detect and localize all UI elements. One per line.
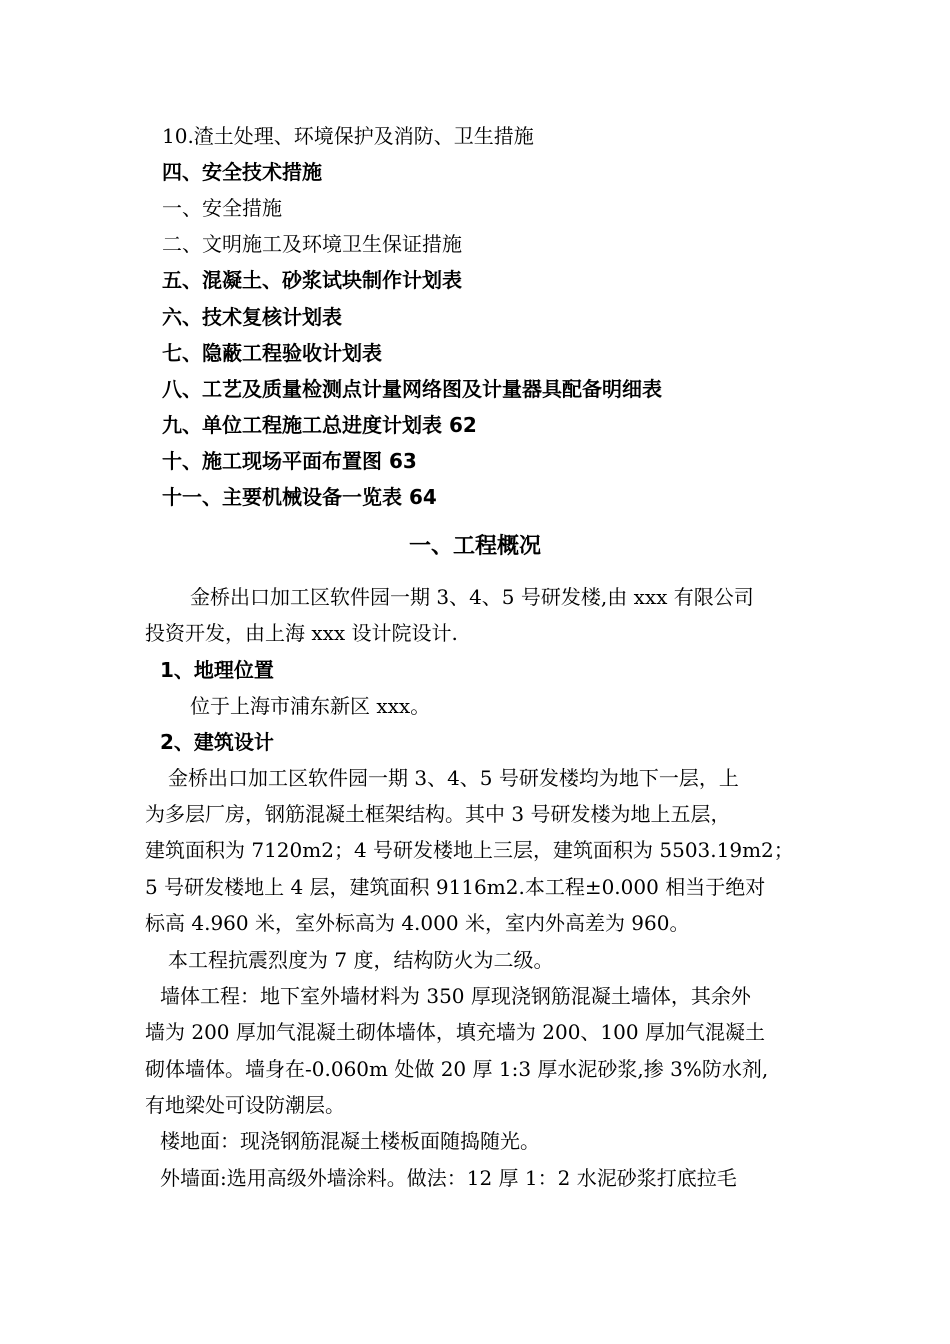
paragraph-line: 为多层厂房，钢筋混凝土框架结构。其中 3 号研发楼为地上五层， xyxy=(145,802,731,826)
toc-item: 四、安全技术措施 xyxy=(162,160,322,184)
toc-item: 八、工艺及质量检测点计量网络图及计量器具配备明细表 xyxy=(162,377,662,401)
subsection-title: 1、地理位置 xyxy=(160,658,274,682)
toc-item: 七、隐蔽工程验收计划表 xyxy=(162,341,382,365)
paragraph-line: 墙体工程：地下室外墙材料为 350 厚现浇钢筋混凝土墙体，其余外 xyxy=(160,984,751,1008)
paragraph-line: 外墙面:选用高级外墙涂料。做法：12 厚 1：2 水泥砂浆打底拉毛 xyxy=(160,1166,737,1190)
toc-item: 二、文明施工及环境卫生保证措施 xyxy=(162,232,462,256)
paragraph-line: 金桥出口加工区软件园一期 3、4、5 号研发楼均为地下一层，上 xyxy=(168,766,739,790)
toc-item: 六、技术复核计划表 xyxy=(162,305,342,329)
intro-line: 投资开发，由上海 xxx 设计院设计. xyxy=(145,621,458,645)
toc-item: 五、混凝土、砂浆试块制作计划表 xyxy=(162,268,462,292)
paragraph-line: 建筑面积为 7120m2；4 号研发楼地上三层，建筑面积为 5503.19m2； xyxy=(145,838,794,862)
toc-item: 九、单位工程施工总进度计划表 62 xyxy=(162,413,477,437)
paragraph-line: 本工程抗震烈度为 7 度，结构防火为二级。 xyxy=(168,948,554,972)
paragraph-line: 5 号研发楼地上 4 层，建筑面积 9116m2.本工程±0.000 相当于绝对 xyxy=(145,875,766,899)
paragraph-line: 楼地面：现浇钢筋混凝土楼板面随捣随光。 xyxy=(160,1129,540,1153)
toc-item: 10.渣土处理、环境保护及消防、卫生措施 xyxy=(162,124,534,148)
paragraph-line: 位于上海市浦东新区 xxx。 xyxy=(190,694,431,718)
toc-item: 十、施工现场平面布置图 63 xyxy=(162,449,417,473)
intro-line: 金桥出口加工区软件园一期 3、4、5 号研发楼,由 xxx 有限公司 xyxy=(190,585,754,609)
paragraph-line: 有地梁处可设防潮层。 xyxy=(145,1093,345,1117)
toc-item: 一、安全措施 xyxy=(162,196,282,220)
toc-item: 十一、主要机械设备一览表 64 xyxy=(162,485,437,509)
paragraph-line: 砌体墙体。墙身在-0.060m 处做 20 厚 1:3 厚水泥砂浆,掺 3%防水剂, xyxy=(145,1057,769,1081)
paragraph-line: 标高 4.960 米，室外标高为 4.000 米，室内外高差为 960。 xyxy=(145,911,690,935)
subsection-title: 2、建筑设计 xyxy=(160,730,274,754)
paragraph-line: 墙为 200 厚加气混凝土砌体墙体，填充墙为 200、100 厚加气混凝土 xyxy=(145,1020,765,1044)
section-title: 一、工程概况 xyxy=(408,534,541,559)
